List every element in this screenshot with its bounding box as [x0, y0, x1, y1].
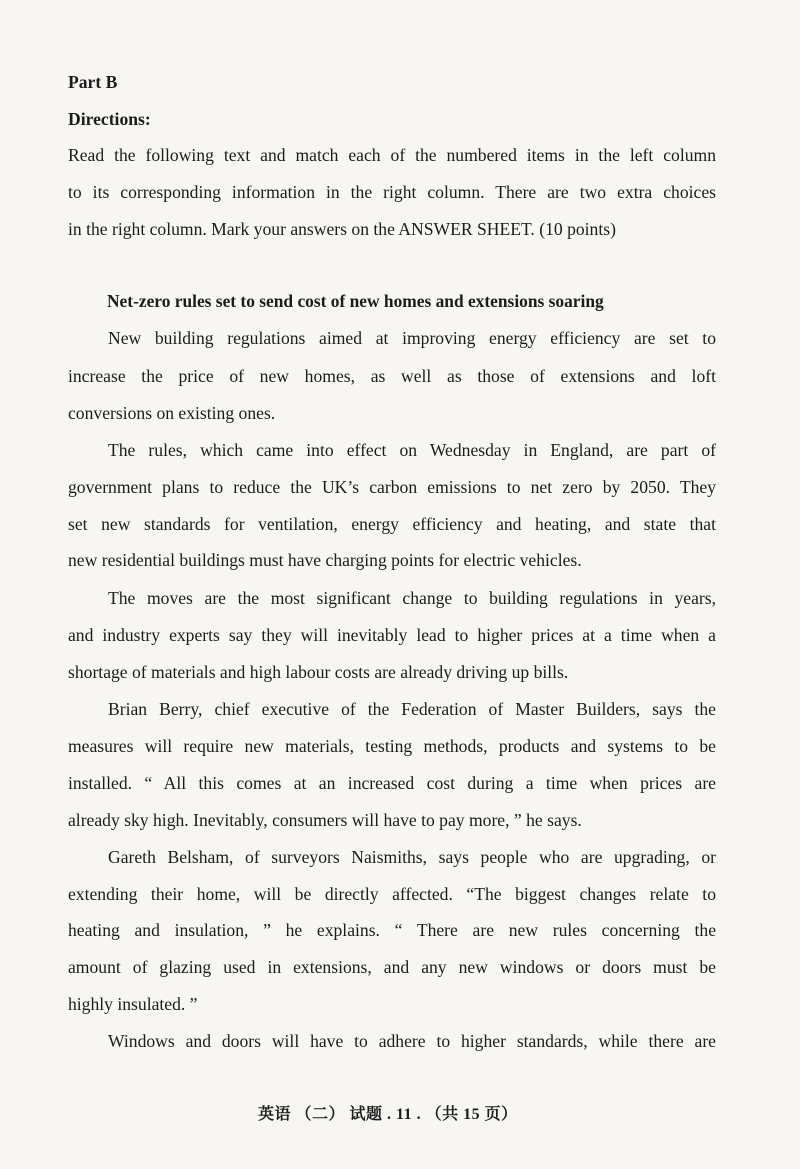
body-line: conversions on existing ones.	[68, 403, 276, 423]
body-line: shortage of materials and high labour costs are already driving up bills.	[68, 662, 569, 682]
directions-line: to its corresponding information in the right column. There are two extra choices	[68, 182, 716, 202]
body-line: new residential buildings must have charging points for electric vehicles.	[68, 550, 582, 570]
body-line: Brian Berry, chief executive of the Federation of Master Builders, says the	[108, 699, 716, 719]
body-line: highly insulated. ”	[68, 994, 198, 1014]
body-line: already sky high. Inevitably, consumers will have to pay more, ” he says.	[68, 810, 582, 830]
body-line: and industry experts say they will inevitably lead to higher prices at a time when a	[68, 625, 716, 645]
body-line: New building regulations aimed at improving energy efficiency are set to	[108, 328, 716, 348]
body-line: amount of glazing used in extensions, and any new windows or doors must be	[68, 957, 716, 977]
body-line: Gareth Belsham, of surveyors Naismiths, says people who are upgrading, or	[108, 847, 716, 867]
body-line: set new standards for ventilation, energy efficiency and heating, and state that	[68, 514, 716, 534]
body-line: The moves are the most significant change to building regulations in years,	[108, 588, 716, 608]
body-line: government plans to reduce the UK’s carbon emissions to net zero by 2050. They	[68, 477, 716, 497]
directions-line: Read the following text and match each of the numbered items in the left column	[68, 145, 716, 165]
body-line: Windows and doors will have to adhere to higher standards, while there are	[108, 1031, 716, 1051]
article-title: Net-zero rules set to send cost of new homes and extensions soaring	[107, 291, 604, 311]
body-line: The rules, which came into effect on Wednesday in England, are part of	[108, 440, 716, 460]
body-line: extending their home, will be directly affected. “The biggest changes relate to	[68, 884, 716, 904]
part-title: Part B	[68, 72, 118, 92]
body-line: increase the price of new homes, as well as those of extensions and loft	[68, 366, 716, 386]
directions-title: Directions:	[68, 109, 151, 129]
body-line: installed. “ All this comes at an increased cost during a time when prices are	[68, 773, 716, 793]
directions-line: in the right column. Mark your answers on the ANSWER SHEET. (10 points)	[68, 219, 616, 239]
body-line: heating and insulation, ” he explains. “ There are new rules concerning the	[68, 920, 716, 940]
body-line: measures will require new materials, testing methods, products and systems to be	[68, 736, 716, 756]
page-footer: 英语 （二） 试题 . 11 . （共 15 页）	[258, 1106, 518, 1123]
